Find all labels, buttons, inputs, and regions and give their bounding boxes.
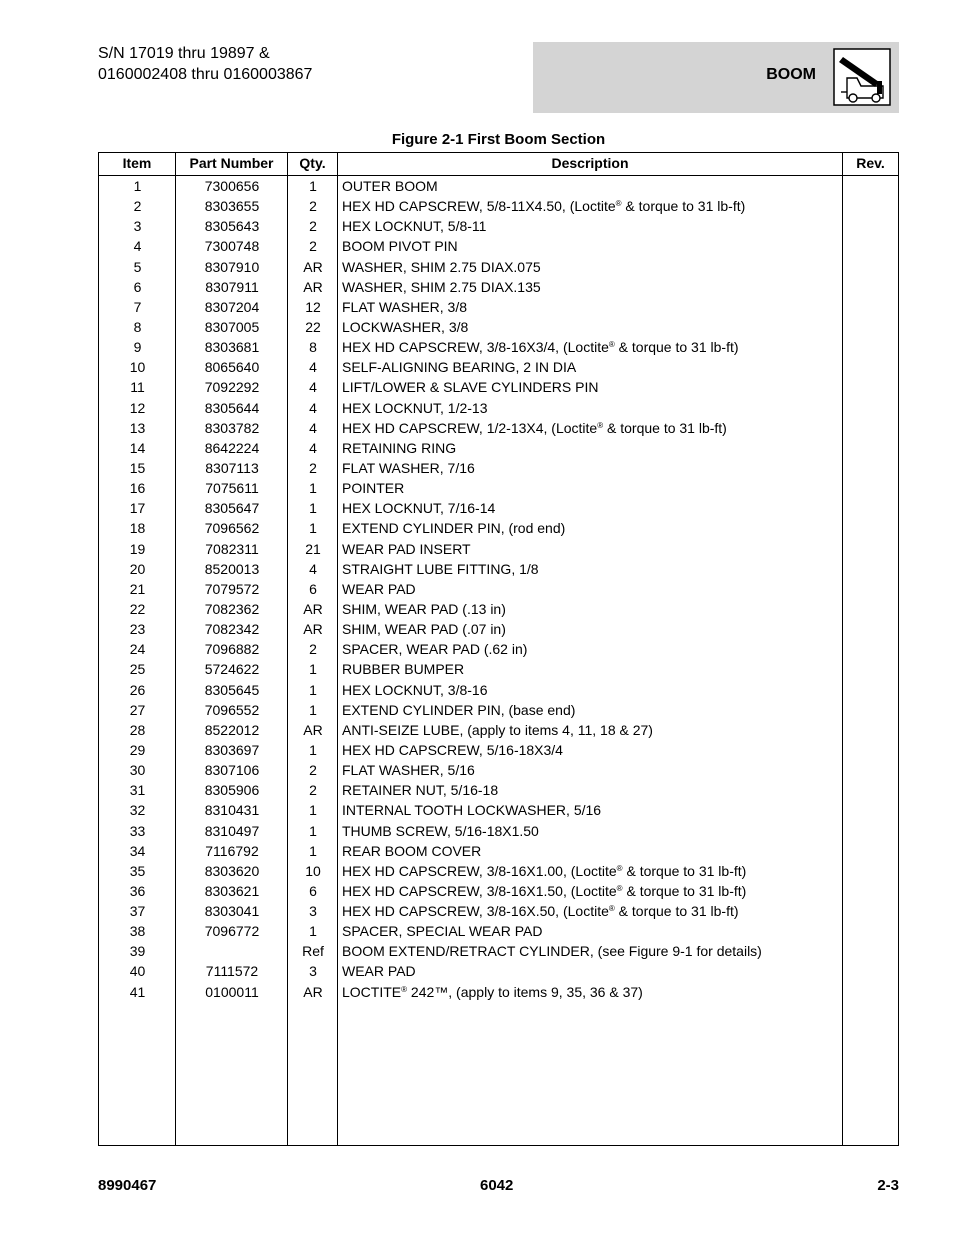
item-number: 27 [129, 701, 146, 718]
quantity: 6 [309, 882, 317, 899]
quantity: 2 [309, 762, 317, 779]
quantity: 4 [309, 379, 317, 396]
description-text: WEAR PAD [342, 963, 416, 980]
description-text: SHIM, WEAR PAD (.13 in) [342, 600, 506, 617]
table-row [99, 296, 898, 316]
table-row [99, 920, 898, 940]
description [342, 680, 842, 700]
table-row [99, 860, 898, 880]
part-number: 5724622 [204, 661, 260, 678]
item-number: 32 [129, 802, 146, 819]
part-number: 7096882 [204, 641, 260, 658]
quantity: 1 [309, 661, 317, 678]
description [342, 700, 842, 720]
description-text: LIFT/LOWER & SLAVE CYLINDERS PIN [342, 379, 599, 396]
table-row [99, 256, 898, 276]
quantity: 4 [309, 399, 317, 416]
table-row [99, 276, 898, 296]
description-tail: 242™, (apply to items 9, 35, 36 & 37) [407, 983, 643, 1000]
description-text: HEX HD CAPSCREW, 3/8-16X.50, (Loctite [342, 903, 609, 920]
description-text: WASHER, SHIM 2.75 DIAX.075 [342, 258, 541, 275]
description [342, 398, 842, 418]
part-number: 7082362 [204, 600, 260, 617]
description-text: HEX HD CAPSCREW, 3/8-16X3/4, (Loctite [342, 339, 609, 356]
description [342, 236, 842, 256]
item-number: 28 [129, 721, 146, 738]
description-text: HEX LOCKNUT, 3/8-16 [342, 681, 488, 698]
registered-mark: ® [616, 863, 623, 873]
table-row [99, 880, 898, 900]
description [342, 861, 842, 881]
quantity: 2 [309, 238, 317, 255]
description-text: HEX HD CAPSCREW, 5/8-11X4.50, (Loctite [342, 198, 616, 215]
table-row [99, 638, 898, 658]
table-row [99, 517, 898, 537]
table-row [99, 215, 898, 235]
part-number: 7082311 [205, 540, 259, 557]
description-tail: & torque to 31 lb-ft) [603, 419, 727, 436]
description-text: SPACER, WEAR PAD (.62 in) [342, 641, 528, 658]
part-number: 8303620 [204, 862, 260, 879]
table-row [99, 195, 898, 215]
col-header-item: Item [122, 155, 152, 171]
item-number: 34 [129, 842, 146, 859]
quantity: AR [303, 621, 323, 638]
description [342, 478, 842, 498]
col-header-rev: Rev. [856, 155, 885, 171]
description [342, 961, 842, 981]
model-number: 6042 [480, 1177, 514, 1194]
item-number: 35 [129, 862, 146, 879]
item-number: 1 [133, 178, 142, 194]
item-number: 5 [133, 258, 142, 275]
section-title: BOOM [766, 66, 816, 83]
description [342, 901, 842, 921]
description-tail: & torque to 31 lb-ft) [614, 339, 739, 356]
section-header [533, 42, 899, 113]
part-number: 8305645 [204, 681, 260, 698]
table-body [99, 175, 898, 1001]
registered-mark: ® [597, 420, 604, 430]
part-number: 8522012 [204, 721, 260, 738]
table-row [99, 820, 898, 840]
item-number: 20 [129, 560, 146, 577]
part-number: 8307204 [204, 298, 260, 315]
table-row [99, 840, 898, 860]
part-number: 7300748 [204, 238, 260, 255]
description-text: LOCTITE [342, 983, 402, 1000]
serial-number-range [98, 43, 312, 85]
part-number: 8305643 [204, 218, 260, 235]
description-text: EXTEND CYLINDER PIN, (base end) [342, 701, 576, 718]
item-number: 29 [129, 741, 146, 758]
table-row [99, 578, 898, 598]
table-row [99, 316, 898, 336]
quantity: 1 [309, 802, 317, 819]
part-number: 8310497 [204, 822, 260, 839]
item-number: 22 [129, 600, 146, 617]
item-number: 30 [129, 762, 146, 779]
quantity: 1 [309, 500, 317, 517]
quantity: 3 [309, 963, 317, 980]
item-number: 17 [129, 500, 146, 517]
description [342, 982, 842, 1002]
description-text: POINTER [342, 480, 405, 497]
part-number: 8520013 [204, 560, 260, 577]
description-text: SHIM, WEAR PAD (.07 in) [342, 621, 506, 638]
description-text: REAR BOOM COVER [342, 842, 482, 859]
part-number: 8642224 [204, 439, 260, 456]
description-text: RETAINING RING [342, 439, 457, 456]
table-row [99, 437, 898, 457]
part-number: 8307005 [204, 318, 260, 335]
description [342, 317, 842, 337]
item-number: 6 [133, 278, 142, 295]
part-number: 7096552 [204, 701, 260, 718]
item-number: 8 [133, 318, 142, 335]
item-number: 7 [133, 298, 142, 315]
part-number: 7096772 [204, 923, 260, 940]
part-number: 8065640 [204, 359, 260, 376]
description-text: WEAR PAD INSERT [342, 540, 471, 557]
description-text: THUMB SCREW, 5/16-18X1.50 [342, 822, 539, 839]
item-number: 16 [129, 480, 146, 497]
description [342, 941, 842, 961]
table-row [99, 397, 898, 417]
description [342, 821, 842, 841]
part-number: 7075611 [205, 480, 259, 497]
table-row [99, 719, 898, 739]
item-number: 12 [129, 399, 146, 416]
table-row [99, 598, 898, 618]
description [342, 780, 842, 800]
quantity: 2 [309, 641, 317, 658]
quantity: 4 [309, 419, 317, 436]
item-number: 14 [129, 439, 146, 456]
table-header [99, 153, 898, 176]
description-text: FLAT WASHER, 5/16 [342, 762, 475, 779]
table-row [99, 900, 898, 920]
registered-mark: ® [608, 904, 615, 914]
description-text: HEX HD CAPSCREW, 1/2-13X4, (Loctite [342, 419, 598, 436]
part-number: 8305906 [204, 782, 260, 799]
col-header-qty: Qty. [299, 155, 326, 171]
item-number: 13 [129, 419, 146, 436]
description [342, 760, 842, 780]
part-number: 8303697 [204, 741, 260, 758]
part-number: 7079572 [204, 580, 260, 597]
quantity: 4 [309, 439, 317, 456]
table-row [99, 336, 898, 356]
quantity: 4 [309, 560, 317, 577]
description-text: BOOM PIVOT PIN [342, 238, 458, 255]
quantity: 1 [309, 178, 317, 194]
item-number: 24 [129, 641, 146, 658]
table-row [99, 175, 898, 195]
registered-mark: ® [615, 199, 622, 209]
description-text: SPACER, SPECIAL WEAR PAD [342, 923, 543, 940]
description-text: ANTI-SEIZE LUBE, (apply to items 4, 11, 18 & 27) [342, 721, 653, 738]
description-text: WEAR PAD [342, 580, 416, 597]
description [342, 297, 842, 317]
description-text: HEX HD CAPSCREW, 3/8-16X1.50, (Loctite [342, 882, 617, 899]
table-row [99, 235, 898, 255]
part-number: 7300656 [204, 178, 260, 194]
quantity: AR [303, 600, 323, 617]
quantity: 2 [309, 459, 317, 476]
serial-line-1: S/N 17019 thru 19897 & [98, 45, 270, 62]
description-text: RETAINER NUT, 5/16-18 [342, 782, 499, 799]
description-text: LOCKWASHER, 3/8 [342, 318, 469, 335]
description [342, 841, 842, 861]
description-tail: & torque to 31 lb-ft) [622, 862, 747, 879]
description [342, 458, 842, 478]
description [342, 518, 842, 538]
description [342, 921, 842, 941]
part-number: 8310431 [204, 802, 260, 819]
quantity: 2 [309, 782, 317, 799]
registered-mark: ® [616, 883, 623, 893]
description [342, 639, 842, 659]
description-tail: & torque to 31 lb-ft) [614, 903, 739, 920]
part-number: 8303782 [204, 419, 260, 436]
quantity: 3 [309, 903, 317, 920]
part-number: 8307910 [204, 258, 260, 275]
item-number: 41 [129, 983, 146, 1000]
item-number: 38 [129, 923, 146, 940]
table-row [99, 658, 898, 678]
part-number: 7111572 [205, 963, 259, 980]
description [342, 277, 842, 297]
part-number: 8305644 [204, 399, 260, 416]
description [342, 659, 842, 679]
quantity: 1 [309, 701, 317, 718]
description-text: WASHER, SHIM 2.75 DIAX.135 [342, 278, 541, 295]
item-number: 18 [129, 520, 146, 537]
quantity: 10 [305, 862, 321, 879]
part-number: 8307911 [205, 278, 259, 295]
serial-line-2: 0160002408 thru 0160003867 [98, 66, 313, 83]
quantity: Ref [302, 943, 324, 960]
description [342, 438, 842, 458]
part-number: 7092292 [204, 379, 260, 396]
table-row [99, 376, 898, 396]
table-row [99, 739, 898, 759]
item-number: 11 [130, 379, 145, 396]
description [342, 337, 842, 357]
description [342, 800, 842, 820]
part-number: 8303655 [204, 198, 260, 215]
table-row [99, 679, 898, 699]
description-text: STRAIGHT LUBE FITTING, 1/8 [342, 560, 539, 577]
quantity: 2 [309, 198, 317, 215]
quantity: AR [303, 278, 323, 295]
part-number: 7082342 [204, 621, 260, 638]
description-text: BOOM EXTEND/RETRACT CYLINDER, (see Figure 9-1 for details) [342, 943, 762, 960]
description-text: SELF-ALIGNING BEARING, 2 IN DIA [342, 359, 577, 376]
part-number: 7096562 [204, 520, 260, 537]
quantity: AR [303, 983, 323, 1000]
quantity: 4 [309, 359, 317, 376]
item-number: 3 [133, 218, 142, 235]
part-number: 8307113 [205, 459, 259, 476]
description-tail: & torque to 31 lb-ft) [621, 198, 746, 215]
table-row [99, 417, 898, 437]
quantity: 1 [309, 480, 317, 497]
description [342, 579, 842, 599]
description [342, 418, 842, 438]
item-number: 33 [129, 822, 146, 839]
col-header-part-number: Part Number [189, 155, 274, 171]
quantity: 8 [309, 339, 317, 356]
table-row [99, 779, 898, 799]
description-text: HEX LOCKNUT, 1/2-13 [342, 399, 488, 416]
table-row [99, 497, 898, 517]
quantity: AR [303, 721, 323, 738]
item-number: 37 [129, 903, 146, 920]
item-number: 31 [129, 782, 146, 799]
registered-mark: ® [608, 340, 615, 350]
description [342, 498, 842, 518]
quantity: 1 [309, 822, 317, 839]
item-number: 40 [129, 963, 146, 980]
description [342, 559, 842, 579]
quantity: 1 [309, 741, 317, 758]
description-text: HEX HD CAPSCREW, 5/16-18X3/4 [342, 741, 563, 758]
part-number: 8303681 [204, 339, 260, 356]
description-text: HEX LOCKNUT, 5/8-11 [342, 218, 487, 235]
description-text: HEX LOCKNUT, 7/16-14 [342, 500, 496, 517]
part-number: 7116792 [205, 842, 259, 859]
parts-table [98, 152, 899, 1146]
item-number: 25 [129, 661, 146, 678]
page-number: 2-3 [877, 1177, 899, 1194]
table-row [99, 356, 898, 376]
quantity: 21 [305, 540, 321, 557]
description-text: FLAT WASHER, 7/16 [342, 459, 475, 476]
description [342, 881, 842, 901]
table-row [99, 538, 898, 558]
item-number: 2 [133, 198, 142, 215]
table-row [99, 981, 898, 1001]
doc-number: 8990467 [98, 1177, 157, 1194]
description [342, 357, 842, 377]
registered-mark: ® [401, 984, 408, 994]
quantity: 1 [309, 681, 317, 698]
description [342, 216, 842, 236]
item-number: 36 [129, 882, 146, 899]
item-number: 19 [129, 540, 146, 557]
quantity: 2 [309, 218, 317, 235]
description [342, 539, 842, 559]
col-header-description: Description [551, 155, 629, 171]
part-number: 8307106 [204, 762, 260, 779]
table-row [99, 618, 898, 638]
description [342, 176, 842, 196]
description [342, 720, 842, 740]
item-number: 10 [129, 359, 146, 376]
item-number: 4 [133, 238, 142, 255]
telehandler-boom-icon [833, 48, 891, 106]
part-number: 8303621 [204, 882, 260, 899]
description-text: FLAT WASHER, 3/8 [342, 298, 467, 315]
part-number: 0100011 [205, 983, 259, 1000]
table-row [99, 457, 898, 477]
description [342, 257, 842, 277]
description [342, 619, 842, 639]
description-text: INTERNAL TOOTH LOCKWASHER, 5/16 [342, 802, 602, 819]
description-text: RUBBER BUMPER [342, 661, 465, 678]
description [342, 599, 842, 619]
description-text: OUTER BOOM [342, 178, 438, 194]
table-row [99, 759, 898, 779]
quantity: 22 [305, 318, 321, 335]
item-number: 15 [129, 459, 146, 476]
description [342, 377, 842, 397]
item-number: 26 [129, 681, 146, 698]
description [342, 740, 842, 760]
item-number: 39 [129, 943, 146, 960]
quantity: AR [303, 258, 323, 275]
table-row [99, 799, 898, 819]
item-number: 9 [133, 339, 142, 356]
quantity: 12 [305, 298, 321, 315]
item-number: 21 [129, 580, 146, 597]
quantity: 1 [309, 520, 317, 537]
description-text: HEX HD CAPSCREW, 3/8-16X1.00, (Loctite [342, 862, 617, 879]
quantity: 1 [309, 842, 317, 859]
part-number: 8305647 [204, 500, 260, 517]
quantity: 6 [309, 580, 317, 597]
description-text: EXTEND CYLINDER PIN, (rod end) [342, 520, 566, 537]
table-row [99, 940, 898, 960]
quantity: 1 [309, 923, 317, 940]
figure-title: Figure 2-1 First Boom Section [391, 131, 606, 148]
table-row [99, 699, 898, 719]
table-row [99, 960, 898, 980]
item-number: 23 [129, 621, 146, 638]
table-row [99, 558, 898, 578]
part-number: 8303041 [204, 903, 260, 920]
description-tail: & torque to 31 lb-ft) [622, 882, 747, 899]
description [342, 196, 842, 216]
table-row [99, 477, 898, 497]
